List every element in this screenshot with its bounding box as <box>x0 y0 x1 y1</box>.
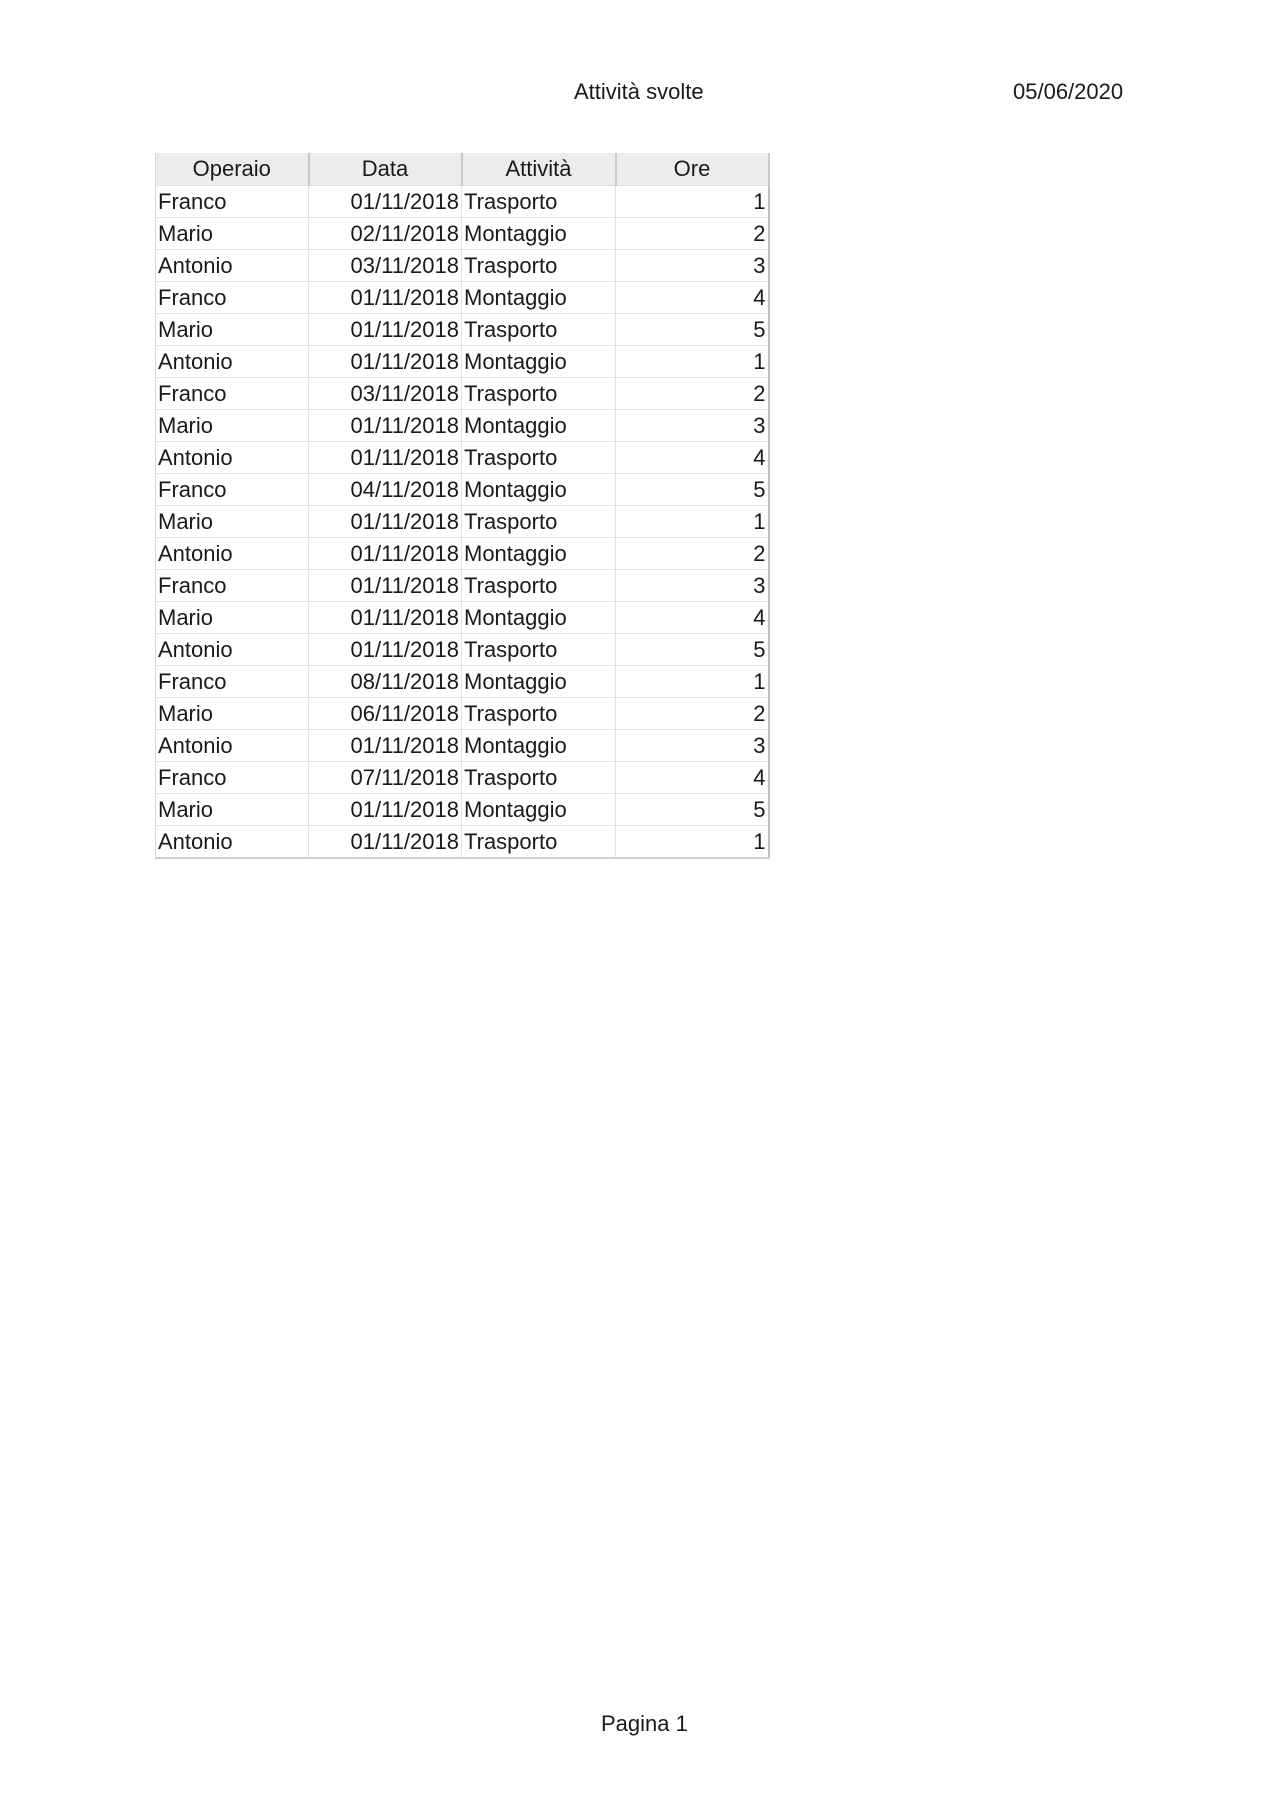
cell-ore: 5 <box>616 794 769 826</box>
cell-operaio: Mario <box>156 698 309 730</box>
cell-operaio: Franco <box>156 762 309 794</box>
table-row <box>156 314 769 346</box>
cell-attivita: Montaggio <box>462 346 616 378</box>
cell-data: 01/11/2018 <box>309 570 462 602</box>
cell-ore: 3 <box>616 570 769 602</box>
cell-ore: 2 <box>616 698 769 730</box>
table-row <box>156 570 769 602</box>
table-row <box>156 730 769 762</box>
cell-ore: 1 <box>616 826 769 859</box>
cell-attivita: Trasporto <box>462 634 616 666</box>
cell-data: 04/11/2018 <box>309 474 462 506</box>
cell-attivita: Trasporto <box>462 762 616 794</box>
cell-ore: 4 <box>616 762 769 794</box>
cell-ore: 1 <box>616 346 769 378</box>
cell-data: 01/11/2018 <box>309 826 462 859</box>
table-row <box>156 698 769 730</box>
table-row <box>156 250 769 282</box>
table-row <box>156 666 769 698</box>
table-header <box>156 153 769 186</box>
cell-operaio: Franco <box>156 666 309 698</box>
cell-data: 02/11/2018 <box>309 218 462 250</box>
cell-attivita: Montaggio <box>462 218 616 250</box>
cell-ore: 4 <box>616 282 769 314</box>
cell-attivita: Montaggio <box>462 666 616 698</box>
cell-operaio: Antonio <box>156 634 309 666</box>
cell-operaio: Franco <box>156 378 309 410</box>
cell-data: 01/11/2018 <box>309 186 462 218</box>
cell-attivita: Trasporto <box>462 250 616 282</box>
column-header-operaio: Operaio <box>156 153 309 186</box>
cell-operaio: Franco <box>156 186 309 218</box>
cell-ore: 1 <box>616 186 769 218</box>
cell-attivita: Montaggio <box>462 282 616 314</box>
table-body <box>156 186 769 859</box>
cell-attivita: Trasporto <box>462 186 616 218</box>
cell-data: 08/11/2018 <box>309 666 462 698</box>
cell-data: 03/11/2018 <box>309 250 462 282</box>
cell-data: 01/11/2018 <box>309 730 462 762</box>
cell-attivita: Trasporto <box>462 698 616 730</box>
cell-data: 07/11/2018 <box>309 762 462 794</box>
cell-operaio: Mario <box>156 218 309 250</box>
table-row <box>156 474 769 506</box>
cell-operaio: Antonio <box>156 538 309 570</box>
cell-ore: 4 <box>616 602 769 634</box>
cell-ore: 2 <box>616 538 769 570</box>
cell-ore: 3 <box>616 250 769 282</box>
cell-attivita: Montaggio <box>462 410 616 442</box>
cell-attivita: Montaggio <box>462 730 616 762</box>
table-row <box>156 634 769 666</box>
cell-data: 01/11/2018 <box>309 314 462 346</box>
cell-ore: 2 <box>616 378 769 410</box>
activities-table <box>155 153 770 859</box>
table-row <box>156 378 769 410</box>
cell-data: 01/11/2018 <box>309 602 462 634</box>
table-row <box>156 282 769 314</box>
cell-data: 01/11/2018 <box>309 794 462 826</box>
cell-ore: 1 <box>616 506 769 538</box>
cell-data: 01/11/2018 <box>309 634 462 666</box>
cell-ore: 5 <box>616 474 769 506</box>
cell-operaio: Franco <box>156 474 309 506</box>
header-row <box>156 153 769 186</box>
cell-attivita: Trasporto <box>462 378 616 410</box>
cell-attivita: Montaggio <box>462 602 616 634</box>
cell-operaio: Antonio <box>156 730 309 762</box>
page-number: Pagina 1 <box>601 1711 688 1736</box>
cell-ore: 4 <box>616 442 769 474</box>
table-row <box>156 186 769 218</box>
cell-operaio: Antonio <box>156 826 309 859</box>
column-header-attivita: Attività <box>462 153 616 186</box>
cell-data: 01/11/2018 <box>309 442 462 474</box>
cell-data: 06/11/2018 <box>309 698 462 730</box>
table-row <box>156 506 769 538</box>
table-row <box>156 538 769 570</box>
table-row <box>156 794 769 826</box>
cell-ore: 1 <box>616 666 769 698</box>
table-row <box>156 762 769 794</box>
cell-ore: 5 <box>616 314 769 346</box>
page-date: 05/06/2020 <box>1013 79 1124 104</box>
cell-attivita: Montaggio <box>462 794 616 826</box>
table-row <box>156 826 769 859</box>
cell-operaio: Franco <box>156 570 309 602</box>
column-header-ore: Ore <box>616 153 769 186</box>
table-row <box>156 602 769 634</box>
cell-ore: 3 <box>616 730 769 762</box>
cell-operaio: Mario <box>156 314 309 346</box>
cell-operaio: Mario <box>156 602 309 634</box>
column-header-data: Data <box>309 153 462 186</box>
table-row <box>156 442 769 474</box>
cell-attivita: Trasporto <box>462 826 616 859</box>
cell-operaio: Antonio <box>156 442 309 474</box>
cell-operaio: Mario <box>156 506 309 538</box>
cell-ore: 2 <box>616 218 769 250</box>
cell-data: 01/11/2018 <box>309 282 462 314</box>
cell-operaio: Antonio <box>156 346 309 378</box>
table-row <box>156 410 769 442</box>
cell-attivita: Trasporto <box>462 506 616 538</box>
cell-attivita: Montaggio <box>462 538 616 570</box>
cell-operaio: Mario <box>156 794 309 826</box>
cell-ore: 3 <box>616 410 769 442</box>
cell-attivita: Montaggio <box>462 474 616 506</box>
cell-operaio: Franco <box>156 282 309 314</box>
table-row <box>156 218 769 250</box>
table-row <box>156 346 769 378</box>
cell-data: 01/11/2018 <box>309 410 462 442</box>
page-title: Attività svolte <box>574 79 704 104</box>
cell-operaio: Antonio <box>156 250 309 282</box>
cell-attivita: Trasporto <box>462 314 616 346</box>
cell-data: 01/11/2018 <box>309 506 462 538</box>
cell-data: 01/11/2018 <box>309 538 462 570</box>
cell-data: 01/11/2018 <box>309 346 462 378</box>
cell-ore: 5 <box>616 634 769 666</box>
cell-operaio: Mario <box>156 410 309 442</box>
cell-attivita: Trasporto <box>462 442 616 474</box>
cell-attivita: Trasporto <box>462 570 616 602</box>
cell-data: 03/11/2018 <box>309 378 462 410</box>
